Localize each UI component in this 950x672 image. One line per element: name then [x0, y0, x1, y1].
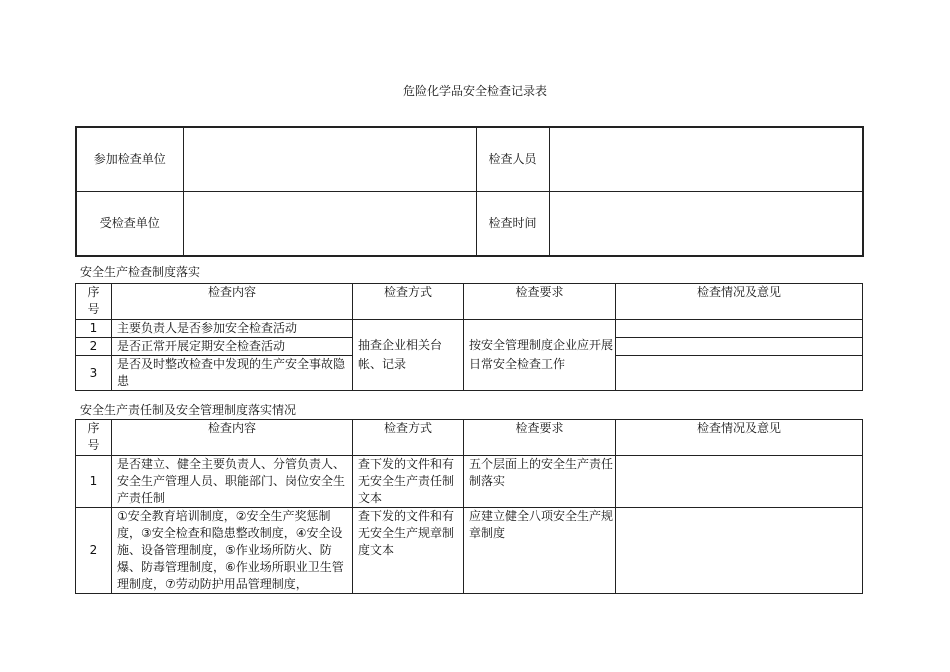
s2-row2-no: 2	[76, 508, 112, 594]
s1-row3-content: 是否及时整改检查中发现的生产安全事故隐患	[112, 356, 353, 391]
s1-row3-no: 3	[76, 356, 112, 391]
s2-row1-result[interactable]	[616, 456, 863, 508]
s1-row1-result[interactable]	[616, 320, 863, 338]
s2-row2-requirement: 应建立健全八项安全生产规章制度	[464, 508, 616, 594]
s2-header-result: 检查情况及意见	[616, 420, 863, 456]
section2-table	[75, 419, 863, 594]
s1-row2-result[interactable]	[616, 338, 863, 356]
inspector-label: 检查人员	[476, 127, 549, 192]
s1-header-result: 检查情况及意见	[616, 284, 863, 320]
info-table	[75, 126, 864, 257]
inspected-unit-label: 受检查单位	[76, 192, 183, 257]
s2-header-method: 检查方式	[353, 420, 464, 456]
s2-header-no: 序 号	[76, 420, 112, 456]
s1-row1-no: 1	[76, 320, 112, 338]
s2-row1-content: 是否建立、健全主要负责人、分管负责人、安全生产管理人员、职能部门、岗位安全生产责任制	[112, 456, 353, 508]
s2-row1-method: 查下发的文件和有无安全生产责任制文本	[353, 456, 464, 508]
s1-requirement: 按安全管理制度企业应开展日常安全检查工作	[464, 320, 616, 391]
s1-header-method: 检查方式	[353, 284, 464, 320]
participating-unit-field[interactable]	[183, 127, 476, 192]
s2-header-requirement: 检查要求	[464, 420, 616, 456]
inspector-field[interactable]	[549, 127, 863, 192]
s1-method: 抽查企业相关台帐、记录	[353, 320, 464, 391]
s1-header-content: 检查内容	[112, 284, 353, 320]
participating-unit-label: 参加检查单位	[76, 127, 183, 192]
check-time-field[interactable]	[549, 192, 863, 257]
s2-row2-method: 查下发的文件和有无安全生产规章制度文本	[353, 508, 464, 594]
s2-row2-content: ①安全教育培训制度，②安全生产奖惩制度，③安全检查和隐患整改制度，④安全设施、设备管理制度，⑤作业场所防火、防爆、防毒管理制度，⑥作业场所职业卫生管理制度，⑦劳动防护用品管理制度，	[112, 508, 353, 594]
inspected-unit-field[interactable]	[183, 192, 476, 257]
s2-header-content: 检查内容	[112, 420, 353, 456]
section1-table	[75, 283, 863, 391]
s1-row1-content: 主要负责人是否参加安全检查活动	[112, 320, 353, 338]
s1-row3-result[interactable]	[616, 356, 863, 391]
s2-row1-requirement: 五个层面上的安全生产责任制落实	[464, 456, 616, 508]
check-time-label: 检查时间	[476, 192, 549, 257]
s2-row1-no: 1	[76, 456, 112, 508]
s1-row2-no: 2	[76, 338, 112, 356]
document-title: 危险化学品安全检查记录表	[402, 84, 547, 98]
s1-header-requirement: 检查要求	[464, 284, 616, 320]
section1-title: 安全生产检查制度落实	[80, 265, 201, 279]
s1-row2-content: 是否正常开展定期安全检查活动	[112, 338, 353, 356]
s1-header-no: 序 号	[76, 284, 112, 320]
section2-title: 安全生产责任制及安全管理制度落实情况	[80, 403, 297, 417]
s2-row2-result[interactable]	[616, 508, 863, 594]
